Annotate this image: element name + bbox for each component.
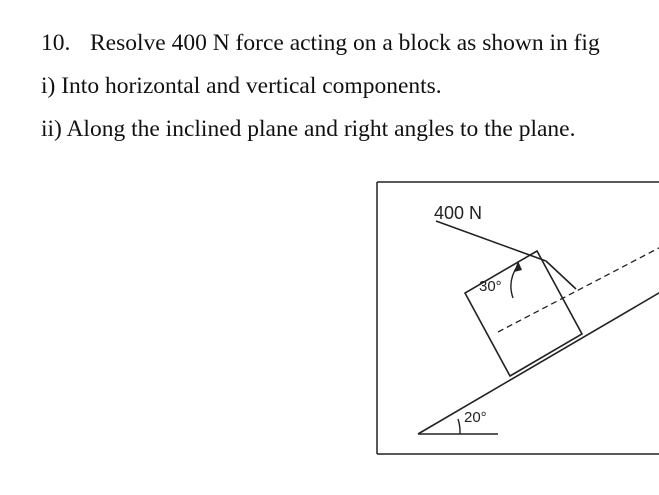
- question-part-ii: ii) Along the inclined plane and right angles to the plane.: [41, 116, 576, 142]
- question-stem-text: Resolve 400 N force acting on a block as shown in fig: [90, 30, 600, 56]
- question-text-block: [41, 22, 659, 151]
- force-angle-arrowhead: [514, 261, 522, 272]
- question-number: 10.: [41, 30, 71, 56]
- incline-angle-arc: [458, 419, 460, 434]
- figure-svg: [376, 181, 659, 455]
- force-label: 400 N: [434, 203, 483, 223]
- question-stem: [41, 22, 659, 65]
- force-angle-label: 30°: [479, 278, 502, 295]
- inclined-plane-figure: [376, 181, 659, 455]
- question-part-i: i) Into horizontal and vertical components.: [41, 73, 442, 99]
- block: [465, 251, 582, 376]
- force-line: [436, 221, 546, 261]
- incline-angle-label: 20°: [464, 409, 487, 426]
